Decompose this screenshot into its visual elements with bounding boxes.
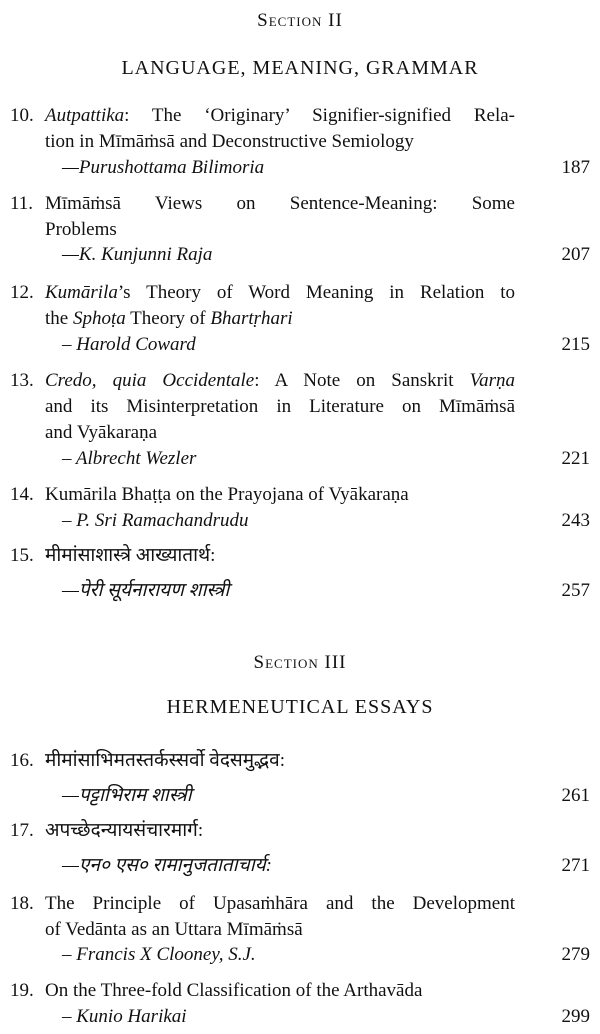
entry-title-italic: Bhartṛhari: [210, 308, 293, 329]
entry-title-line: [0, 748, 600, 774]
entry-title: [45, 191, 515, 217]
entry-title-line: [0, 420, 600, 446]
entry-title-italic: Varṇa: [469, 370, 515, 391]
entry-title-line: [0, 368, 600, 394]
entry-author: – P. Sri Ramachandrudu: [62, 510, 249, 531]
section-label-text: Section III: [253, 652, 347, 673]
entry-title-text: मीमांसाशास्त्रे आख्यातार्थ:: [45, 545, 216, 566]
entry-title-line: [0, 891, 600, 917]
entry-number: 14.: [10, 484, 34, 505]
entry-title-line: [0, 306, 600, 332]
entry-title-line: [0, 129, 600, 155]
entry-author: —एन० एस० रामानुजताताचार्य:: [62, 855, 273, 876]
entry-number: 19.: [10, 980, 34, 1001]
entry-title-text: The Principle of Upasaṁhāra and the Development: [45, 893, 515, 914]
entry-title: [45, 368, 515, 394]
entry-title: [45, 394, 515, 420]
entry-title-line: [0, 917, 600, 943]
entry-author-line: [0, 242, 600, 268]
entry-page-number: 279: [561, 944, 590, 965]
entry-author-line: [0, 446, 600, 472]
entry-author-line: [0, 942, 600, 968]
entry-title-text: On the Three-fold Classification of the Arthavāda: [45, 980, 423, 1001]
entry-title-text: ’s Theory of Word Meaning in Relation to: [117, 282, 515, 303]
entry-number: 11.: [10, 193, 34, 214]
entry-page-number: 243: [561, 510, 590, 531]
entry-title-text: अपच्छेदन्यायसंचारमार्ग:: [45, 820, 204, 841]
entry-title-italic: Kumārila: [45, 282, 118, 303]
entry-title-italic: Sphoṭa: [72, 308, 126, 329]
entry-title-text: tion in Mīmāṁsā and Deconstructive Semiology: [45, 131, 414, 152]
entry-title-italic: Credo, quia Occidentale: [45, 370, 255, 391]
entry-author: – Harold Coward: [62, 334, 196, 355]
entry-number: 17.: [10, 820, 34, 841]
entry-author: —Purushottama Bilimoria: [62, 157, 265, 178]
entry-title: [45, 748, 515, 774]
entry-title-text: Theory of: [125, 308, 211, 329]
section-label-text: Section II: [257, 10, 343, 31]
section-label: [0, 650, 600, 676]
entry-title-text: and Vyākaraṇa: [45, 422, 158, 443]
entry-author: – Kunio Harikai: [62, 1006, 187, 1027]
entry-number: 15.: [10, 545, 34, 566]
entry-page-number: 271: [561, 855, 590, 876]
entry-title-text: Mīmāṁsā Views on Sentence-Meaning: Some: [45, 193, 515, 214]
entry-author-line: [0, 1004, 600, 1030]
entry-number: 16.: [10, 750, 34, 771]
entry-author-line: [0, 853, 600, 879]
section-title: HERMENEUTICAL ESSAYS: [166, 696, 434, 718]
entry-title: [45, 482, 515, 508]
entry-title: [45, 280, 515, 306]
entry-page-number: 207: [561, 244, 590, 265]
entry-number: 12.: [10, 282, 34, 303]
entry-title-text: : The ‘Originary’ Signifier-signified Rela-: [124, 105, 515, 126]
entry-title: [45, 129, 515, 155]
entry-page-number: 215: [561, 334, 590, 355]
entry-title: [45, 306, 515, 332]
entry-author-line: [0, 578, 600, 604]
section-title: LANGUAGE, MEANING, GRAMMAR: [121, 57, 479, 79]
entry-title: [45, 978, 515, 1004]
entry-author: —पेरी सूर्यनारायण शास्त्री: [62, 580, 230, 601]
entry-title-text: of Vedānta as an Uttara Mīmāṁsā: [45, 919, 303, 940]
entry-page-number: 257: [561, 580, 590, 601]
entry-title-line: [0, 191, 600, 217]
entry-title: [45, 543, 515, 569]
entry-title-line: [0, 543, 600, 569]
entry-author-line: [0, 332, 600, 358]
entry-number: 18.: [10, 893, 34, 914]
entry-title-line: [0, 103, 600, 129]
entry-author: – Albrecht Wezler: [62, 448, 197, 469]
entry-author: —K. Kunjunni Raja: [62, 244, 213, 265]
entry-title: [45, 818, 515, 844]
entry-page-number: 261: [561, 785, 590, 806]
entry-title-text: Problems: [45, 219, 117, 240]
entry-number: 10.: [10, 105, 34, 126]
entry-page-number: 299: [561, 1006, 590, 1027]
entry-title: [45, 420, 515, 446]
entry-title-line: [0, 818, 600, 844]
entry-author-line: [0, 508, 600, 534]
entry-page-number: 221: [561, 448, 590, 469]
section-label: [0, 8, 600, 34]
entry-author: – Francis X Clooney, S.J.: [62, 944, 256, 965]
entry-title: [45, 217, 515, 243]
entry-author-line: [0, 783, 600, 809]
entry-page-number: 187: [561, 157, 590, 178]
entry-title-line: [0, 217, 600, 243]
entry-title-line: [0, 280, 600, 306]
entry-title: [45, 103, 515, 129]
entry-number: 13.: [10, 370, 34, 391]
entry-author-line: [0, 155, 600, 181]
entry-title-text: मीमांसाभिमतस्तर्कस्सर्वो वेदसमुद्भव:: [45, 750, 285, 771]
entry-title-line: [0, 978, 600, 1004]
entry-title-text: Kumārila Bhaṭṭa on the Prayojana of Vyākaraṇa: [45, 484, 409, 505]
entry-title: [45, 917, 515, 943]
entry-title-line: [0, 482, 600, 508]
entry-title-line: [0, 394, 600, 420]
entry-title-text: the: [45, 308, 73, 329]
entry-author: —पट्टाभिराम शास्त्री: [62, 785, 192, 806]
entry-title-text: : A Note on Sanskrit: [254, 370, 470, 391]
entry-title-text: and its Misinterpretation in Literature on Mīmāṁsā: [45, 396, 515, 417]
entry-title: [45, 891, 515, 917]
entry-title-italic: Autpattika: [45, 105, 125, 126]
